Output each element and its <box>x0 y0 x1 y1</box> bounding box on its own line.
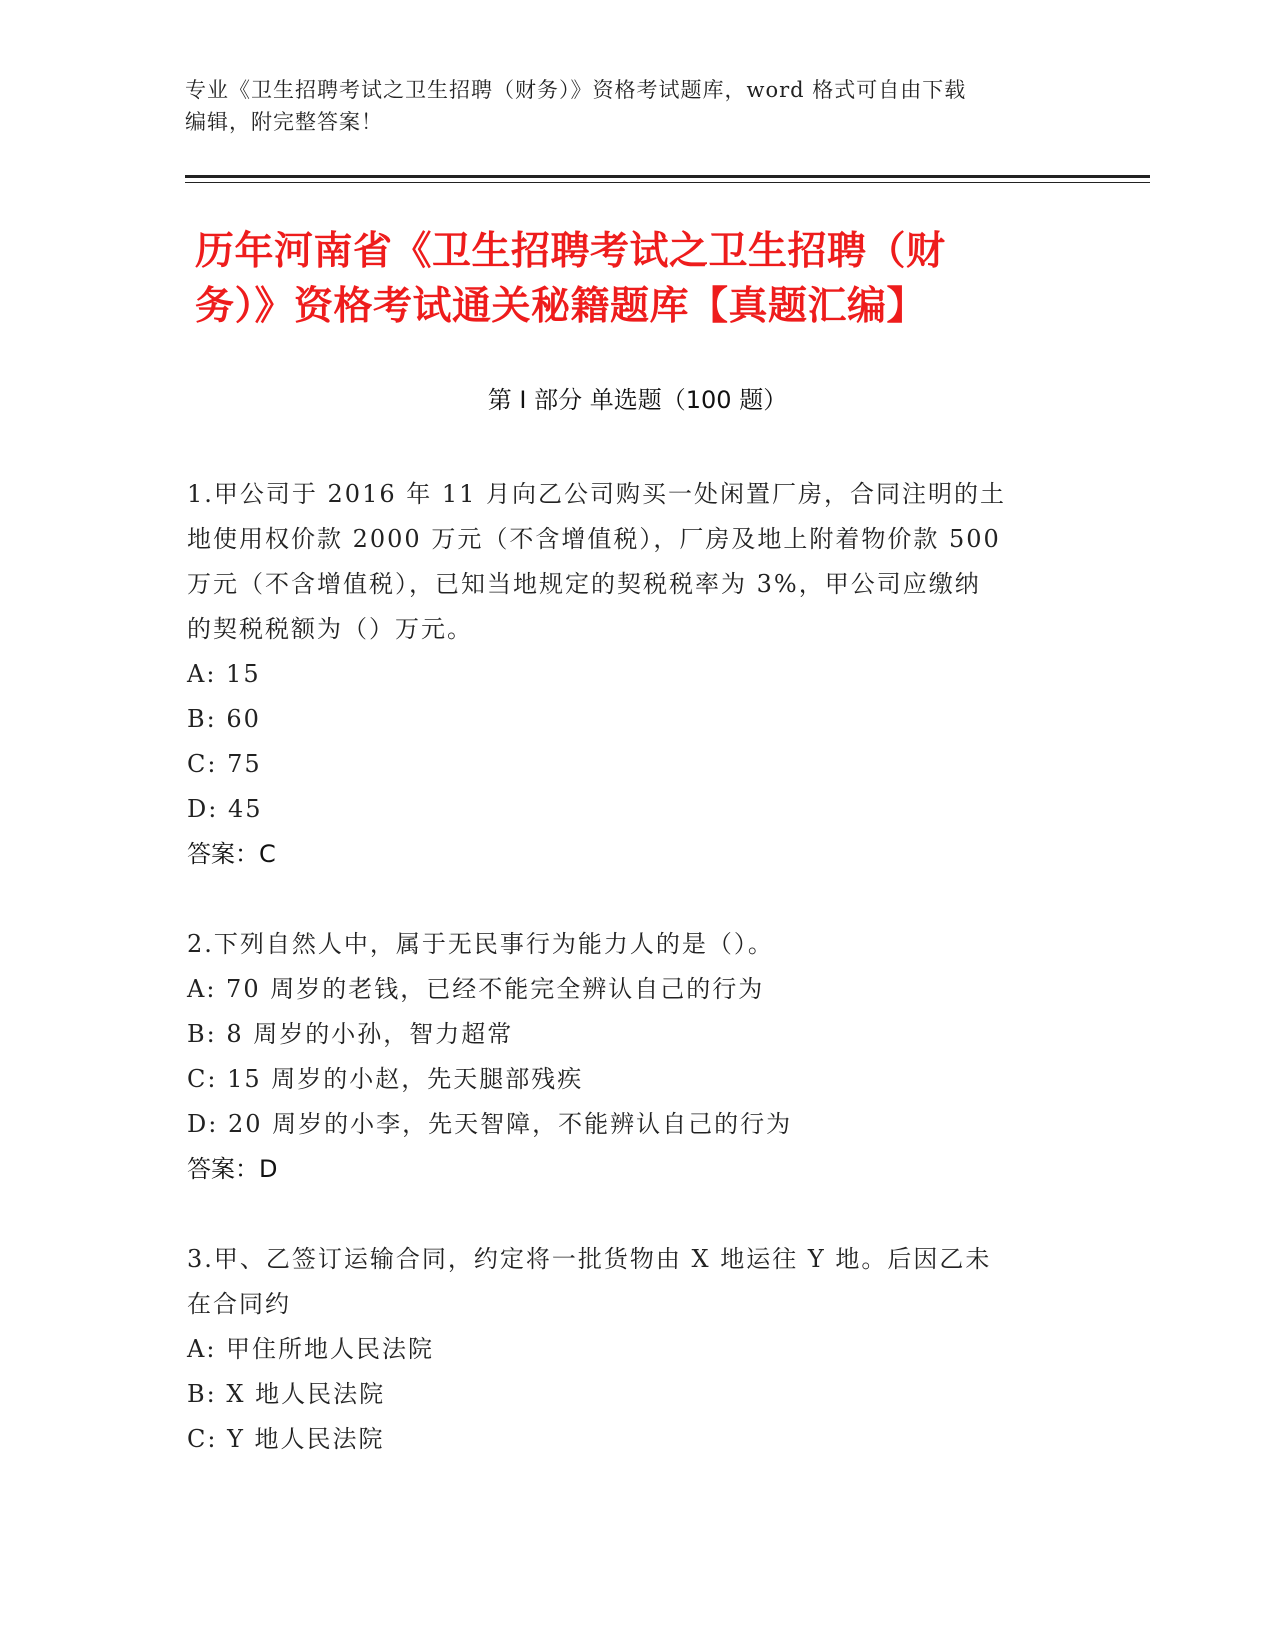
answer-option: A: 70 周岁的老钱，已经不能完全辨认自己的行为 <box>187 975 765 1003</box>
question-1 <box>187 472 1067 877</box>
section-heading: 第 I 部分 单选题（100 题） <box>487 386 788 414</box>
answer-option: B: X 地人民法院 <box>187 1380 386 1408</box>
answer-option: A: 甲住所地人民法院 <box>187 1335 435 1363</box>
answer-option: A: 15 <box>187 660 261 688</box>
question-stem-line: 地使用权价款 2000 万元（不含增值税），厂房及地上附着物价款 500 <box>187 525 1001 553</box>
answer-option: C: 15 周岁的小赵，先天腿部残疾 <box>187 1065 584 1093</box>
answer-option: D: 20 周岁的小李，先天智障，不能辨认自己的行为 <box>187 1110 793 1138</box>
question-list <box>187 472 1067 1507</box>
document-title <box>195 224 1075 334</box>
document-title-line-1: 历年河南省《卫生招聘考试之卫生招聘（财 <box>195 229 946 274</box>
header-note-line-1: 专业《卫生招聘考试之卫生招聘（财务）》资格考试题库，word 格式可自由下载 <box>185 78 967 102</box>
header-note-line-2: 编辑，附完整答案！ <box>185 110 383 134</box>
answer-option: D: 45 <box>187 795 263 823</box>
answer-key: 答案：C <box>187 840 276 868</box>
question-stem-line: 的契税税额为（）万元。 <box>187 615 473 643</box>
question-stem-line: 3.甲、乙签订运输合同，约定将一批货物由 X 地运往 Y 地。后因乙未 <box>187 1245 992 1273</box>
header-divider-thick <box>185 175 1150 178</box>
question-stem-line: 万元（不含增值税），已知当地规定的契税税率为 3%，甲公司应缴纳 <box>187 570 981 598</box>
answer-option: C: Y 地人民法院 <box>187 1425 385 1453</box>
question-stem-line: 1.甲公司于 2016 年 11 月向乙公司购买一处闲置厂房，合同注明的土 <box>187 480 1007 508</box>
question-stem-line: 2.下列自然人中，属于无民事行为能力人的是（）。 <box>187 930 774 958</box>
answer-option: B: 8 周岁的小孙，智力超常 <box>187 1020 514 1048</box>
answer-key: 答案：D <box>187 1155 278 1183</box>
answer-option: B: 60 <box>187 705 261 733</box>
question-stem-line: 在合同约 <box>187 1290 291 1318</box>
question-3 <box>187 1237 1067 1462</box>
document-title-line-2: 务）》资格考试通关秘籍题库【真题汇编】 <box>195 284 927 329</box>
header-divider-thin <box>185 182 1150 183</box>
answer-option: C: 75 <box>187 750 262 778</box>
question-2 <box>187 922 1067 1192</box>
header-note <box>185 74 1065 138</box>
